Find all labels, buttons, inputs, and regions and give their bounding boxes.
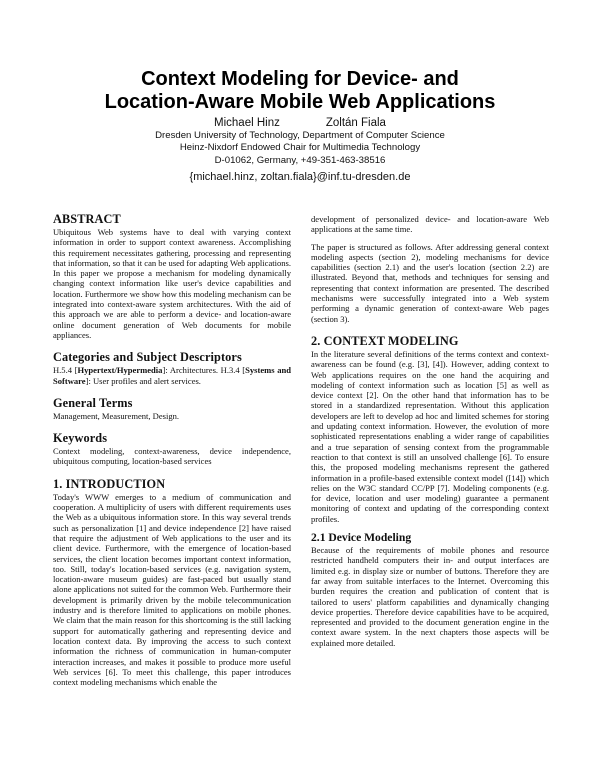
author-email: {michael.hinz, zoltan.fiala}@inf.tu-dresden.de [189, 171, 411, 184]
paper-structure-text: The paper is structured as follows. After addressing general context modeling aspects (section 2), modeling mechanisms for device capabilities (section 2.1) and the user's location (section 2.2) are illustrated. Beyond that, methods and techniques for sensing and representing that context information are presented. The described mechanisms were successfully integrated into a Web system performing a dynamic generation of context-aware Web pages (section 3). [311, 241, 549, 324]
device-modeling-heading: 2.1 Device Modeling [311, 531, 412, 545]
keywords-text: Context modeling, context-awareness, device independence, ubiquitous computing, location-based services [53, 446, 291, 467]
abstract-text: Ubiquitous Web systems have to deal with varying context information in order to support context awareness. Accomplishing this requirement necessitates gathering, processing and representing that information, so that it can be used for adapting Web applications. In this paper we propose a mechanism for modeling dynamically changing context information like user's device capabilities and location. Furthermore we show how this modeling mechanism can be integrated into context-aware system architectures. With the aid of this approach we are able to perform a device- and location-aware online document generation of Web documents for mobile appliances. [53, 227, 291, 340]
affiliation-line: Heinz-Nixdorf Endowed Chair for Multimedia Technology [179, 142, 421, 154]
title-line-2: Location-Aware Mobile Web Applications [104, 91, 496, 113]
keywords-heading: Keywords [53, 431, 108, 446]
title-line-1: Context Modeling for Device- and [141, 68, 459, 90]
abstract-heading: ABSTRACT [53, 212, 121, 226]
context-modeling-heading: 2. CONTEXT MODELING [311, 333, 459, 348]
categories-text: H.5.4 [Hypertext/Hypermedia]: Architectures. H.3.4 [Systems and Software]: User profiles and alert services. [53, 365, 291, 386]
title-block [0, 68, 600, 185]
author-name: Zoltán Fiala [325, 117, 386, 129]
author-name: Michael Hinz [214, 117, 280, 129]
categories-heading: Categories and Subject Descriptors [53, 350, 242, 365]
context-modeling-text: In the literature several definitions of the terms context and context-awareness can be found (e.g. [3], [4]). However, adding context to Web applications requires on the one hand the acquiring and modeling of context information such as location [5] as well as device context [2]. On the other hand that information has to be stored in a standardized representation. Without this application developers are left to develop ad hoc and limited schemes for storing and updating context information. However, the evolution of more sophisticated representations enabling a wider range of capabilities and a true separation of sensing context from the programmable reaction to that context is still an unsolved challenge [6]. To ensure this, the proposed modeling mechanisms represent the gathered information in a profile-based extensible context model ([14]) which relies on the W3C standard CC/PP [7]. Modeling components (e.g. for device, location and user modeling) guarantee a permanent monitoring of context and updating of the corresponding context profiles. [311, 348, 549, 524]
introduction-heading: 1. INTRODUCTION [53, 476, 166, 491]
introduction-continued-text: development of personalized device- and location-aware Web applications at the same time. [311, 214, 549, 235]
introduction-text: Today's WWW emerges to a medium of communication and cooperation. A multiplicity of users with different requirements uses the Web as a ubiquitous information store. In this way several trends such as personalization [1] and device independence [2] have raised that require the adjustment of Web applications to the user and its client device. Furthermore, with the emergence of location-based services, the client location becomes important context information, too. Still, today's location-based services (e.g. navigation system, location-aware museum guides) are fast-paced but usually stand alone applications not suited for the common Web. Furthermore their development is primarily driven by the mobile telecommunication industry and is therefore limited to applications on mobile phones. We claim that the main reason for this shortcoming is the still lacking support for automatically gathering and representing device and location context data. By improving the access to such context information the richness of communication in human-computer interaction increases, and makes it possible to produce more useful Web services [6]. To meet this challenge, this paper introduces context modeling mechanisms which enable the [53, 491, 291, 688]
left-column [53, 213, 291, 687]
author-list [0, 116, 600, 130]
affiliation-line: D-01062, Germany, +49-351-463-38516 [214, 154, 386, 166]
right-column [311, 214, 549, 648]
device-modeling-text: Because of the requirements of mobile phones and resource restricted handheld computers their in- and output interfaces are limited e.g. in display size or number of buttons. Therefore they are far away from suitable interfaces to the Internet. Overcoming this burden requires the creation and publication of content that is tailored to users' platform capabilities and dynamically changing device properties. Therefore device capabilities have to be acquired, represented and provided to the document generation engine in the context aware system. In the next chapters those aspects will be explained more detailed. [311, 545, 549, 648]
general-terms-heading: General Terms [53, 395, 133, 410]
paper-title [0, 68, 600, 114]
general-terms-text: Management, Measurement, Design. [53, 410, 180, 421]
affiliation-line: Dresden University of Technology, Department of Computer Science [155, 130, 445, 141]
